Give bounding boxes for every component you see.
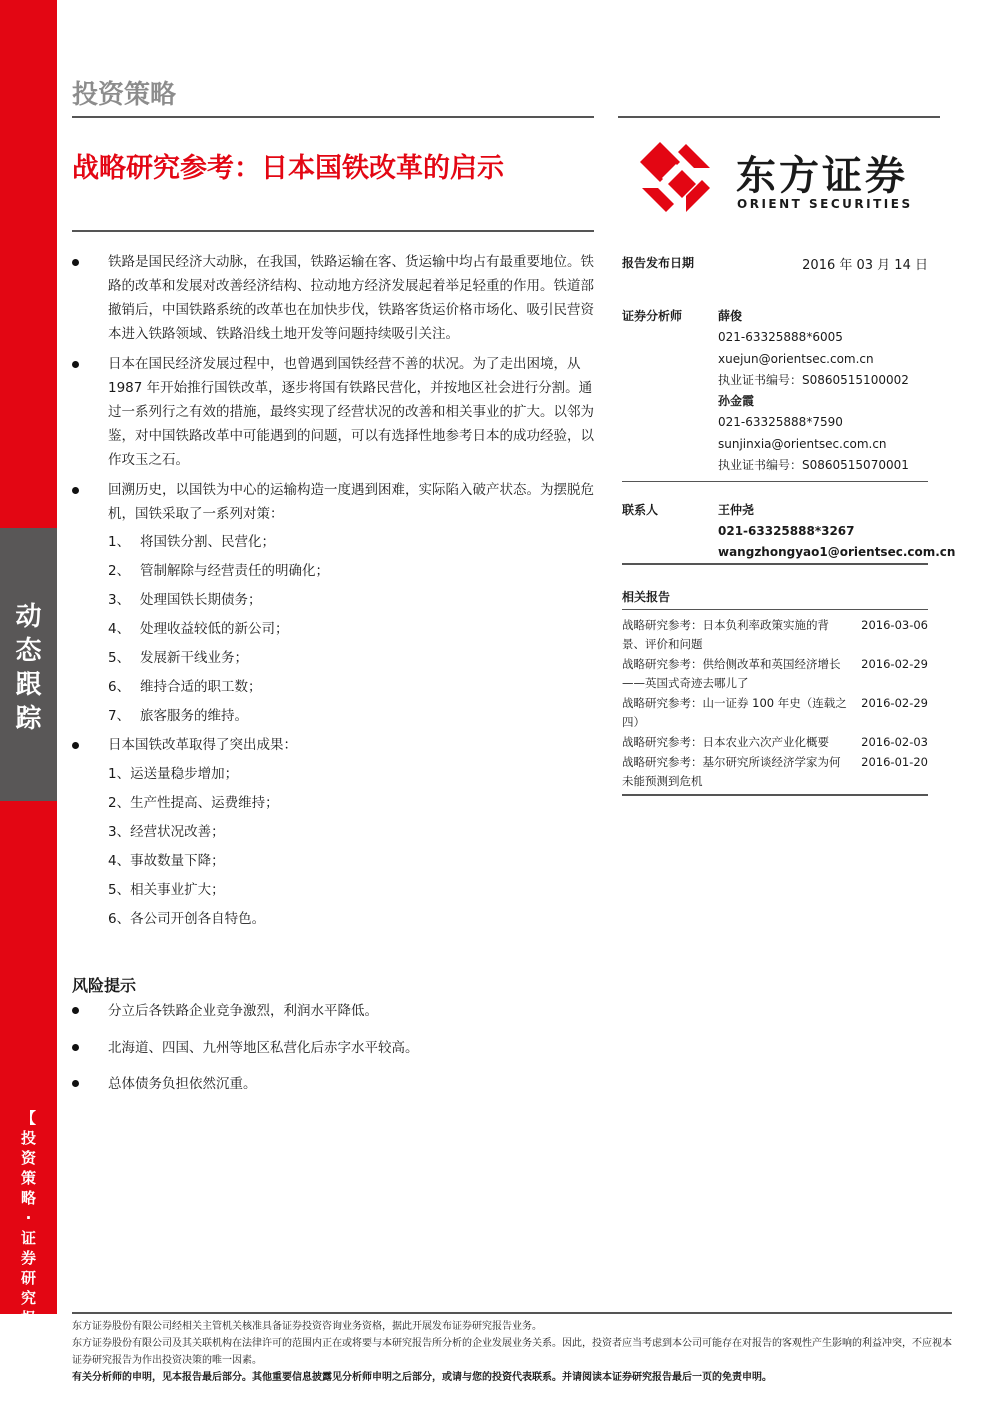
analyst-phone: 021-63325888*6005 bbox=[718, 330, 843, 345]
bullet-icon bbox=[72, 1044, 79, 1051]
analyst-cert: 执业证书编号：S0860515070001 bbox=[718, 458, 909, 473]
measure-number: 3、 bbox=[108, 592, 131, 608]
analyst-email[interactable]: xuejun@orientsec.com.cn bbox=[718, 351, 874, 366]
summary-section bbox=[72, 250, 600, 934]
category-vertical-label bbox=[0, 600, 57, 736]
measure-text: 将国铁分割、民营化； bbox=[140, 534, 275, 550]
report-type-char: 资 bbox=[20, 1149, 36, 1167]
related-reports-heading: 相关报告 bbox=[622, 590, 671, 604]
related-report-date: 2016-02-03 bbox=[861, 735, 928, 749]
related-report-item[interactable] bbox=[622, 616, 928, 654]
result-item: 1、运送量稳步增加； bbox=[108, 766, 239, 782]
measure-item bbox=[72, 673, 600, 702]
report-type-char: 证 bbox=[20, 1229, 36, 1247]
measure-number: 2、 bbox=[108, 563, 131, 579]
footer-line: 东方证券股份有限公司经相关主管机关核准具备证券投资咨询业务资格，据此开展发布证券研究报告业务。 bbox=[72, 1321, 542, 1332]
related-report-title[interactable]: 战略研究参考：日本负利率政策实施的背景、评价和问题 bbox=[622, 618, 829, 651]
measure-number: 7、 bbox=[108, 708, 131, 724]
header-divider-right bbox=[618, 116, 940, 118]
title-divider bbox=[72, 230, 594, 232]
related-report-item[interactable] bbox=[622, 655, 928, 693]
bullet-icon bbox=[72, 742, 79, 749]
report-type-char: 告 bbox=[20, 1329, 36, 1347]
measure-number: 1、 bbox=[108, 534, 131, 550]
header-divider bbox=[72, 116, 594, 118]
analyst-cert: 执业证书编号：S0860515100002 bbox=[718, 372, 909, 387]
measure-text: 处理国铁长期债务； bbox=[140, 592, 262, 608]
bullet-text: 日本国铁改革取得了突出成果： bbox=[108, 737, 297, 753]
measure-item bbox=[72, 644, 600, 673]
risk-text: 北海道、四国、九州等地区私营化后赤字水平较高。 bbox=[108, 1040, 419, 1056]
disclaimer-footer bbox=[72, 1318, 952, 1386]
bullet-text: 日本在国民经济发展过程中，也曾遇到国铁经营不善的状况。为了走出困境，从 1987 年开始推行国铁改革，逐步将国有铁路民营化，并按地区社会进行分割。通过一系列行之有效的措施，最终实现了经营状况的改善和相关事业的扩大。以邻为鉴，对中国铁路改革中可能遇到的问题，可以有选择性地参考日本的成功经验，以作攻玉之石。 bbox=[108, 356, 594, 468]
measure-text: 管制解除与经营责任的明确化； bbox=[140, 563, 329, 579]
section-label: 投资策略 bbox=[72, 80, 177, 110]
footer-divider bbox=[72, 1312, 952, 1314]
measure-text: 维持合适的职工数； bbox=[140, 679, 262, 695]
report-type-char: 券 bbox=[20, 1249, 36, 1267]
company-logo bbox=[636, 138, 926, 218]
related-report-title[interactable]: 战略研究参考：山一证券 100 年史（连载之四） bbox=[622, 696, 847, 729]
measure-number: 5、 bbox=[108, 650, 131, 666]
related-report-date: 2016-03-06 bbox=[861, 618, 928, 632]
summary-bullet bbox=[72, 352, 600, 472]
result-item: 3、经营状况改善； bbox=[108, 824, 225, 840]
result-item: 4、事故数量下降； bbox=[108, 853, 225, 869]
report-type-char: 【 bbox=[20, 1109, 36, 1127]
logo-chinese-name: 东方证券 bbox=[736, 153, 908, 199]
result-item: 2、生产性提高、运费维持； bbox=[108, 795, 279, 811]
analyst-label: 证券分析师 bbox=[622, 309, 683, 323]
analyst-name: 孙金霞 bbox=[718, 394, 755, 409]
logo-english-name: ORIENT SECURITIES bbox=[737, 197, 913, 211]
category-char: 跟 bbox=[15, 670, 42, 700]
related-bottom-divider bbox=[622, 794, 928, 796]
related-report-date: 2016-02-29 bbox=[861, 696, 928, 710]
bullet-icon bbox=[72, 1007, 79, 1014]
bullet-text: 铁路是国民经济大动脉，在我国，铁路运输在客、货运输中均占有最重要地位。铁路的改革和发展对改善经济结构、拉动地方经济发展起着举足轻重的作用。铁道部撤销后，中国铁路系统的改革也在加快步伐，铁路客货运价格市场化、吸引民营资本进入铁路领域、铁路沿线土地开发等问题持续吸引关注。 bbox=[108, 254, 594, 342]
contact-phone: 021-63325888*3267 bbox=[718, 524, 855, 538]
related-report-title[interactable]: 战略研究参考：基尔研究所谈经济学家为何未能预测到危机 bbox=[622, 755, 841, 788]
bullet-icon bbox=[72, 361, 79, 368]
report-type-char: 研 bbox=[20, 1269, 36, 1287]
related-reports bbox=[622, 588, 928, 796]
measure-item bbox=[72, 528, 600, 557]
related-report-date: 2016-01-20 bbox=[861, 755, 928, 769]
bullet-icon bbox=[72, 259, 79, 266]
measure-item bbox=[72, 702, 600, 731]
analyst-phone: 021-63325888*7590 bbox=[718, 415, 843, 430]
report-type-char: 略 bbox=[20, 1189, 36, 1207]
measure-text: 旅客服务的维持。 bbox=[140, 708, 248, 724]
report-type-char: 策 bbox=[20, 1169, 36, 1187]
publish-date-value: 2016 年 03 月 14 日 bbox=[802, 258, 928, 273]
analyst-email[interactable]: sunjinxia@orientsec.com.cn bbox=[718, 436, 887, 451]
result-item: 6、各公司开创各自特色。 bbox=[108, 911, 266, 927]
contact-divider bbox=[622, 563, 928, 565]
measure-item bbox=[72, 557, 600, 586]
summary-bullet bbox=[72, 731, 600, 760]
result-item: 5、相关事业扩大； bbox=[108, 882, 225, 898]
risk-item bbox=[72, 1001, 600, 1021]
analyst-divider bbox=[622, 481, 928, 482]
related-report-title[interactable]: 战略研究参考：供给侧改革和英国经济增长——英国式奇迹去哪儿了 bbox=[622, 657, 841, 690]
footer-line-bold: 有关分析师的申明，见本报告最后部分。其他重要信息披露见分析师申明之后部分，或请与您的投资代表联系。并请阅读本证券研究报告最后一页的免责申明。 bbox=[72, 1372, 772, 1383]
measure-number: 4、 bbox=[108, 621, 131, 637]
bullet-text: 回溯历史，以国铁为中心的运输构造一度遇到困难，实际陷入破产状态。为摆脱危机，国铁采取了一系列对策： bbox=[108, 482, 594, 522]
side-bar-top bbox=[0, 0, 57, 528]
publish-date-row bbox=[622, 254, 928, 274]
contact-label: 联系人 bbox=[622, 503, 659, 517]
risk-item bbox=[72, 1074, 600, 1094]
measure-number: 6、 bbox=[108, 679, 131, 695]
related-report-date: 2016-02-29 bbox=[861, 657, 928, 671]
category-char: 动 bbox=[15, 602, 42, 632]
report-type-char: 究 bbox=[20, 1289, 36, 1307]
bullet-icon bbox=[72, 1080, 79, 1087]
measure-text: 发展新干线业务； bbox=[140, 650, 248, 666]
bullet-icon bbox=[72, 487, 79, 494]
related-report-item[interactable] bbox=[622, 733, 928, 752]
related-report-item[interactable] bbox=[622, 694, 928, 732]
contact-block bbox=[622, 500, 956, 564]
risk-heading: 风险提示 bbox=[72, 976, 137, 995]
report-type-char: 报 bbox=[20, 1309, 36, 1327]
report-title: 战略研究参考：日本国铁改革的启示 bbox=[72, 153, 504, 184]
measure-item bbox=[72, 615, 600, 644]
contact-name: 王仲尧 bbox=[718, 503, 755, 517]
contact-email[interactable]: wangzhongyao1@orientsec.com.cn bbox=[718, 545, 956, 559]
report-type-char: 】 bbox=[20, 1349, 36, 1367]
summary-bullet bbox=[72, 478, 600, 526]
summary-bullet bbox=[72, 250, 600, 346]
report-type-char: · bbox=[25, 1209, 32, 1227]
analyst-block bbox=[622, 306, 928, 476]
related-report-item[interactable] bbox=[622, 753, 928, 791]
risk-text: 分立后各铁路企业竞争激烈，利润水平降低。 bbox=[108, 1003, 378, 1019]
risk-item bbox=[72, 1038, 600, 1058]
category-char: 踪 bbox=[15, 704, 42, 734]
report-type-vertical-label bbox=[0, 1108, 57, 1368]
analyst-name: 薛俊 bbox=[718, 309, 743, 323]
orient-logo-icon bbox=[636, 138, 716, 218]
related-report-title[interactable]: 战略研究参考：日本农业六次产业化概要 bbox=[622, 735, 829, 749]
measure-text: 处理收益较低的新公司； bbox=[140, 621, 289, 637]
risk-text: 总体债务负担依然沉重。 bbox=[108, 1076, 257, 1092]
publish-date-label: 报告发布日期 bbox=[622, 256, 695, 270]
footer-line: 东方证券股份有限公司及其关联机构在法律许可的范围内正在或将要与本研究报告所分析的企业发展业务关系。因此，投资者应当考虑到本公司可能存在对报告的客观性产生影响的利益冲突，不应视本证券研究报告为作出投资决策的唯一因素。 bbox=[72, 1338, 952, 1366]
category-char: 态 bbox=[15, 636, 42, 666]
measure-item bbox=[72, 586, 600, 615]
report-type-char: 投 bbox=[20, 1129, 36, 1147]
related-divider bbox=[622, 609, 928, 610]
